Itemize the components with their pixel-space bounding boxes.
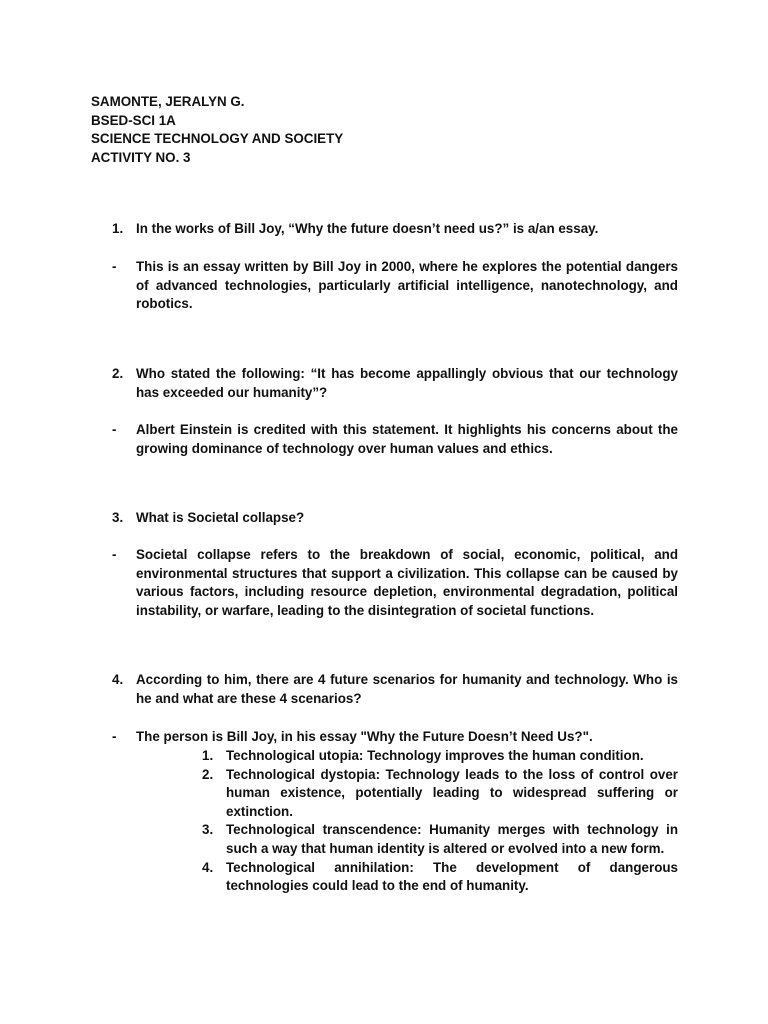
answer-4 [112,728,678,747]
list-item-number: 1. [202,748,214,763]
list-item-text: Technological annihilation: The development of dangerous technologies could lead to the end of humanity. [226,859,678,894]
student-name: SAMONTE, JERALYN G. [91,94,245,109]
question-2 [112,365,678,402]
student-section: BSED-SCI 1A [91,112,176,128]
answer-text: The person is Bill Joy, in his essay "Why the Future Doesn’t Need Us?". [136,729,593,744]
activity-title: ACTIVITY NO. 3 [91,149,191,165]
question-1 [112,220,678,239]
list-item-text: Technological utopia: Technology improves the human condition. [226,748,644,763]
list-item-number: 2. [202,766,214,782]
question-text: What is Societal collapse? [136,510,305,525]
header-block [91,93,491,167]
answer-bullet: - [112,729,117,744]
list-item-text: Technological transcendence: Humanity merges with technology in such a way that human identity is altered or evolved into a new form. [226,822,678,856]
answer-text: Albert Einstein is credited with this statement. It highlights his concerns about the growing dominance of technology over human values and ethics. [136,422,678,456]
scenario-list [202,747,678,896]
question-text: According to him, there are 4 future scenarios for humanity and technology. Who is he and what are these 4 scenarios? [136,672,678,706]
list-item-number: 3. [202,822,214,838]
list-item [202,859,678,896]
answer-text: This is an essay written by Bill Joy in 2000, where he explores the potential dangers of advanced technologies, particularly artificial intelligence, nanotechnology, and robotics. [136,259,678,312]
answer-bullet: - [112,422,117,437]
question-4 [112,671,678,708]
list-item-text: Technological dystopia: Technology leads to the loss of control over human existence, potentially leading to widespread suffering or extinction. [226,766,678,819]
list-item-number: 4. [202,859,214,875]
answer-1 [112,258,678,314]
question-text: In the works of Bill Joy, “Why the future doesn’t need us?” is a/an essay. [136,221,599,236]
question-number: 4. [112,672,124,687]
question-number: 2. [112,366,124,381]
question-text: Who stated the following: “It has become appallingly obvious that our technology has exceeded our humanity”? [136,366,678,400]
question-3 [112,509,678,528]
answer-3 [112,546,678,620]
list-item [202,766,678,822]
answer-text: Societal collapse refers to the breakdown of social, economic, political, and environmental structures that support a civilization. This collapse can be caused by various factors, including resource depletion, environmental degradation, political instability, or warfare, leading to the disintegration of societal functions. [136,547,678,618]
list-item [202,821,678,858]
answer-bullet: - [112,547,117,562]
question-number: 3. [112,510,124,525]
answer-2 [112,421,678,458]
course-title: SCIENCE TECHNOLOGY AND SOCIETY [91,131,344,147]
question-number: 1. [112,221,124,236]
answer-bullet: - [112,259,117,274]
list-item [202,747,678,766]
